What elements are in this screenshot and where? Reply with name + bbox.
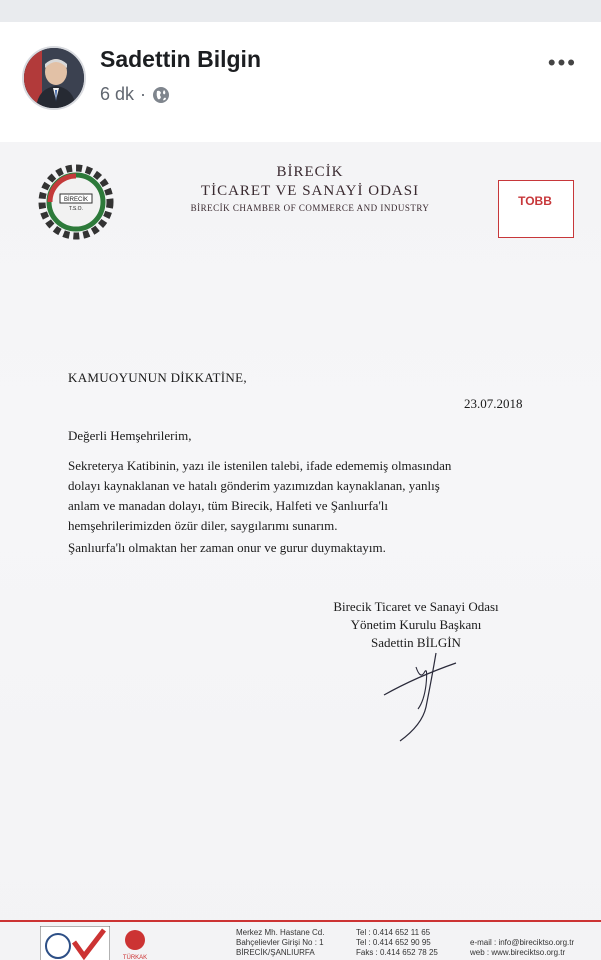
letter-paragraph-1 <box>68 456 538 536</box>
tobb-frame <box>498 180 574 238</box>
footer-contact <box>470 938 574 958</box>
paragraph-line: anlam ve manadan dolayı, tüm Birecik, Halfeti ve Şanlıurfa'lı <box>68 498 389 513</box>
post-time[interactable]: 6 dk <box>100 84 135 104</box>
sig-title: Yönetim Kurulu Başkanı <box>350 617 482 632</box>
sig-organization: Birecik Ticaret ve Sanayi Odası <box>333 599 499 614</box>
turkak-logo <box>118 928 152 960</box>
phone-line: Tel : 0.414 652 11 65 <box>356 928 431 937</box>
letterhead-line2: TİCARET VE SANAYİ ODASI <box>200 183 420 199</box>
letter-paragraph-2: Şanlıurfa'lı olmaktan her zaman onur ve gurur duymaktayım. <box>68 540 386 555</box>
email-line: e-mail : info@bireciktso.org.tr <box>470 938 575 947</box>
letterhead-line1: BİRECİK <box>276 164 344 180</box>
address-line: BİRECİK/ŞANLIURFA <box>236 948 315 957</box>
handwritten-signature <box>376 637 466 747</box>
footer-address <box>236 928 324 958</box>
fax-line: Faks : 0.414 652 78 25 <box>356 948 438 957</box>
tobb-logo <box>498 180 574 238</box>
address-line: Bahçelievler Girişi No : 1 <box>236 938 324 947</box>
turkak-label: TÜRKAK <box>122 955 148 960</box>
attention-heading: KAMUOYUNUN DİKKATİNE, <box>68 370 247 385</box>
phone-line: Tel : 0.414 652 90 95 <box>356 938 431 947</box>
letter-footer <box>0 920 601 960</box>
meta-separator: · <box>140 84 147 104</box>
footer-phones <box>356 928 438 958</box>
paragraph-line: Sekreterya Katibinin, yazı ile istenilen talebi, ifade edememiş olmasından <box>68 458 452 473</box>
web-line: web : www.bireciktso.org.tr <box>470 948 566 957</box>
letterhead <box>150 164 470 213</box>
address-line: Merkez Mh. Hastane Cd. <box>236 928 325 937</box>
author-name[interactable]: Sadettin Bilgin <box>100 46 261 72</box>
logo-left-abbr: T.S.O. <box>69 206 83 212</box>
post-card <box>0 22 601 960</box>
post-header <box>0 22 601 122</box>
quality-cert-logo <box>40 926 110 960</box>
letter-greeting: Değerli Hemşehrilerim, <box>68 428 192 443</box>
birecik-tso-logo <box>38 164 114 240</box>
paragraph-line: hemşehrilerimizden özür diler, saygılarımı sunarım. <box>68 518 338 533</box>
paragraph-line: dolayı kaynaklanan ve hatalı gönderim yazımızdan kaynaklanan, yanlış <box>68 478 440 493</box>
letter-image[interactable] <box>0 142 601 960</box>
sig-name: Sadettin BİLGİN <box>371 635 461 650</box>
letter-date: 23.07.2018 <box>464 396 523 411</box>
avatar[interactable] <box>22 46 86 110</box>
more-options-button[interactable]: ••• <box>547 50 577 75</box>
globe-icon <box>152 86 170 104</box>
post-meta <box>100 84 170 105</box>
avatar-photo <box>24 48 84 108</box>
letterhead-line3: BİRECİK CHAMBER OF COMMERCE AND INDUSTRY <box>190 203 430 213</box>
top-strip <box>0 0 601 22</box>
tobb-text: TOBB <box>518 194 552 208</box>
logo-left-name: BİRECİK <box>63 197 89 203</box>
